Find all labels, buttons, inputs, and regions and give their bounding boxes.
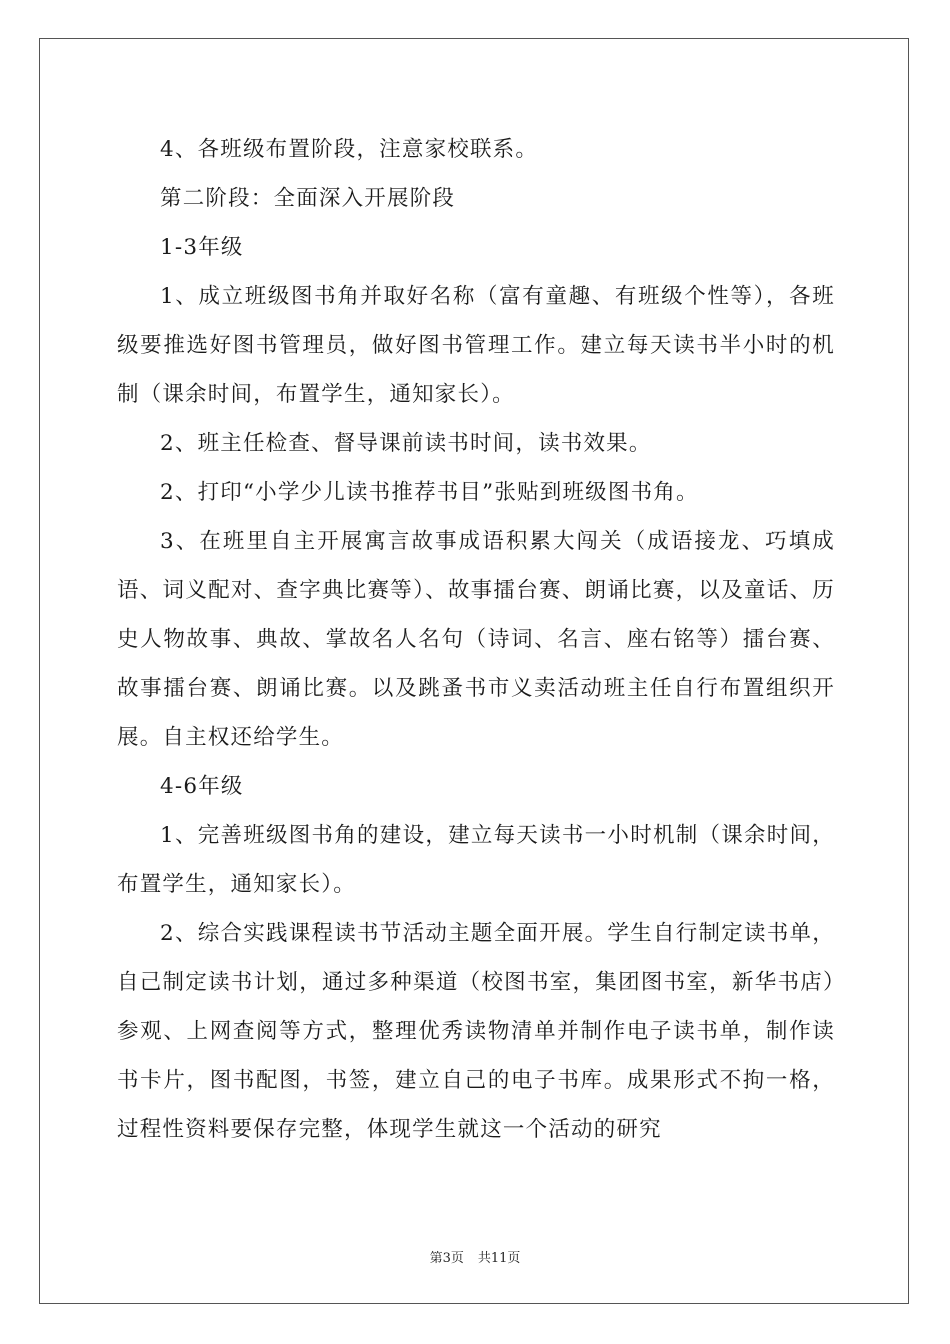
page-footer — [0, 1247, 950, 1266]
paragraph-book-corner: 1、成立班级图书角并取好名称（富有童趣、有班级个性等），各班级要推选好图书管理员，做好图书管理工作。建立每天读书半小时的机制（课余时间，布置学生，通知家长）。 — [117, 284, 835, 407]
paragraph-teacher-check: 2、班主任检查、督导课前读书时间，读书效果。 — [160, 431, 652, 456]
paragraph-grade-4-6-heading: 4-6年级 — [160, 774, 244, 799]
paragraph-grade-1-3-heading: 1-3年级 — [160, 235, 244, 260]
document-body — [117, 125, 835, 1154]
paragraph-stage-two-heading: 第二阶段：全面深入开展阶段 — [160, 186, 456, 211]
paragraph-practice-course: 2、综合实践课程读书节活动主题全面开展。学生自行制定读书单，自己制定读书计划，通过多种渠道（校图书室，集团图书室，新华书店）参观、上网查阅等方式，整理优秀读物清单并制作电子读书单，制作读书卡片，图书配图，书签，建立自己的电子书库。成果形式不拘一格，过程性资料要保存完整，体现学生就这一个活动的研究 — [117, 921, 835, 1142]
page-number: 第3页 — [429, 1251, 464, 1266]
paragraph-improve-book-corner: 1、完善班级图书角的建设，建立每天读书一小时机制（课余时间，布置学生，通知家长）。 — [117, 823, 835, 897]
paragraph-idiom-contest: 3、在班里自主开展寓言故事成语积累大闯关（成语接龙、巧填成语、词义配对、查字典比赛等）、故事擂台赛、朗诵比赛，以及童话、历史人物故事、典故、掌故名人名句（诗词、名言、座右铭等）擂台赛、故事擂台赛、朗诵比赛。以及跳蚤书市义卖活动班主任自行布置组织开展。自主权还给学生。 — [117, 529, 835, 750]
page-total: 共11页 — [477, 1251, 521, 1266]
paragraph-contact-home-school: 4、各班级布置阶段，注意家校联系。 — [160, 137, 539, 162]
paragraph-print-booklist: 2、打印“小学少儿读书推荐书目”张贴到班级图书角。 — [160, 480, 699, 505]
